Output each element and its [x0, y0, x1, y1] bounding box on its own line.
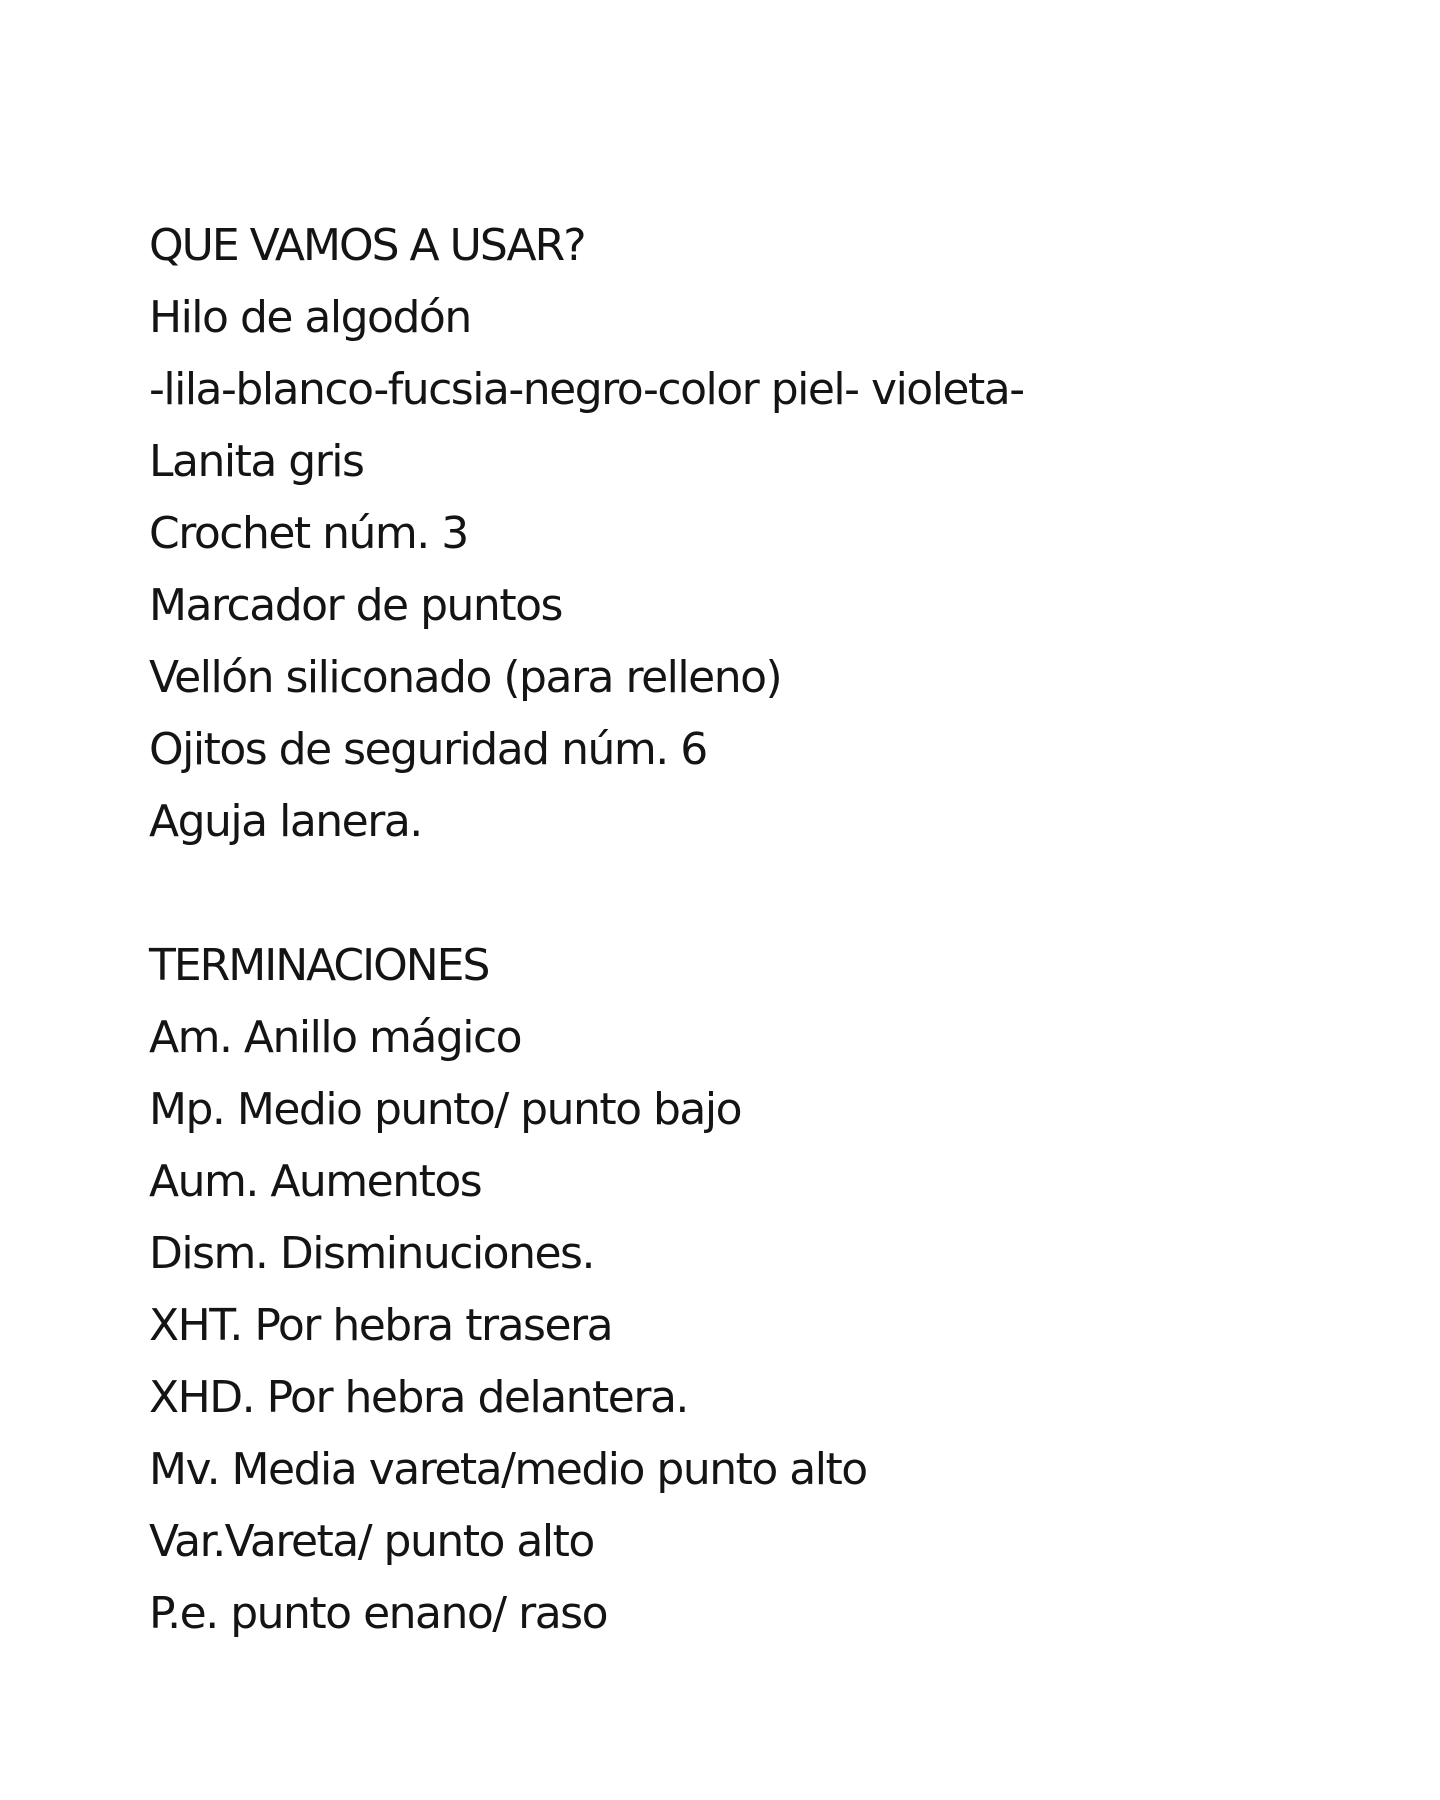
abbreviation-item: Mv. Media vareta/medio punto alto	[149, 1444, 867, 1495]
abbreviations-heading: TERMINACIONES	[149, 940, 489, 991]
abbreviations-section	[149, 930, 1349, 1650]
document-page	[149, 210, 1349, 1650]
material-item: -lila-blanco-fucsia-negro-color piel- violeta-	[149, 364, 1024, 415]
material-item: Vellón siliconado (para relleno)	[149, 652, 782, 703]
abbreviation-item: Am. Anillo mágico	[149, 1012, 522, 1063]
material-item: Marcador de puntos	[149, 580, 562, 631]
materials-heading: QUE VAMOS A USAR?	[149, 220, 585, 271]
abbreviation-item: Var.Vareta/ punto alto	[149, 1516, 594, 1567]
abbreviation-item: Dism. Disminuciones.	[149, 1228, 594, 1279]
material-item: Hilo de algodón	[149, 292, 471, 343]
materials-section	[149, 210, 1349, 858]
material-item: Crochet núm. 3	[149, 508, 468, 559]
abbreviation-item: XHD. Por hebra delantera.	[149, 1372, 688, 1423]
material-item: Aguja lanera.	[149, 796, 422, 847]
abbreviation-item: Mp. Medio punto/ punto bajo	[149, 1084, 742, 1135]
material-item: Lanita gris	[149, 436, 364, 487]
abbreviation-item: XHT. Por hebra trasera	[149, 1300, 613, 1351]
abbreviation-item: Aum. Aumentos	[149, 1156, 482, 1207]
material-item: Ojitos de seguridad núm. 6	[149, 724, 707, 775]
abbreviation-item: P.e. punto enano/ raso	[149, 1588, 608, 1639]
